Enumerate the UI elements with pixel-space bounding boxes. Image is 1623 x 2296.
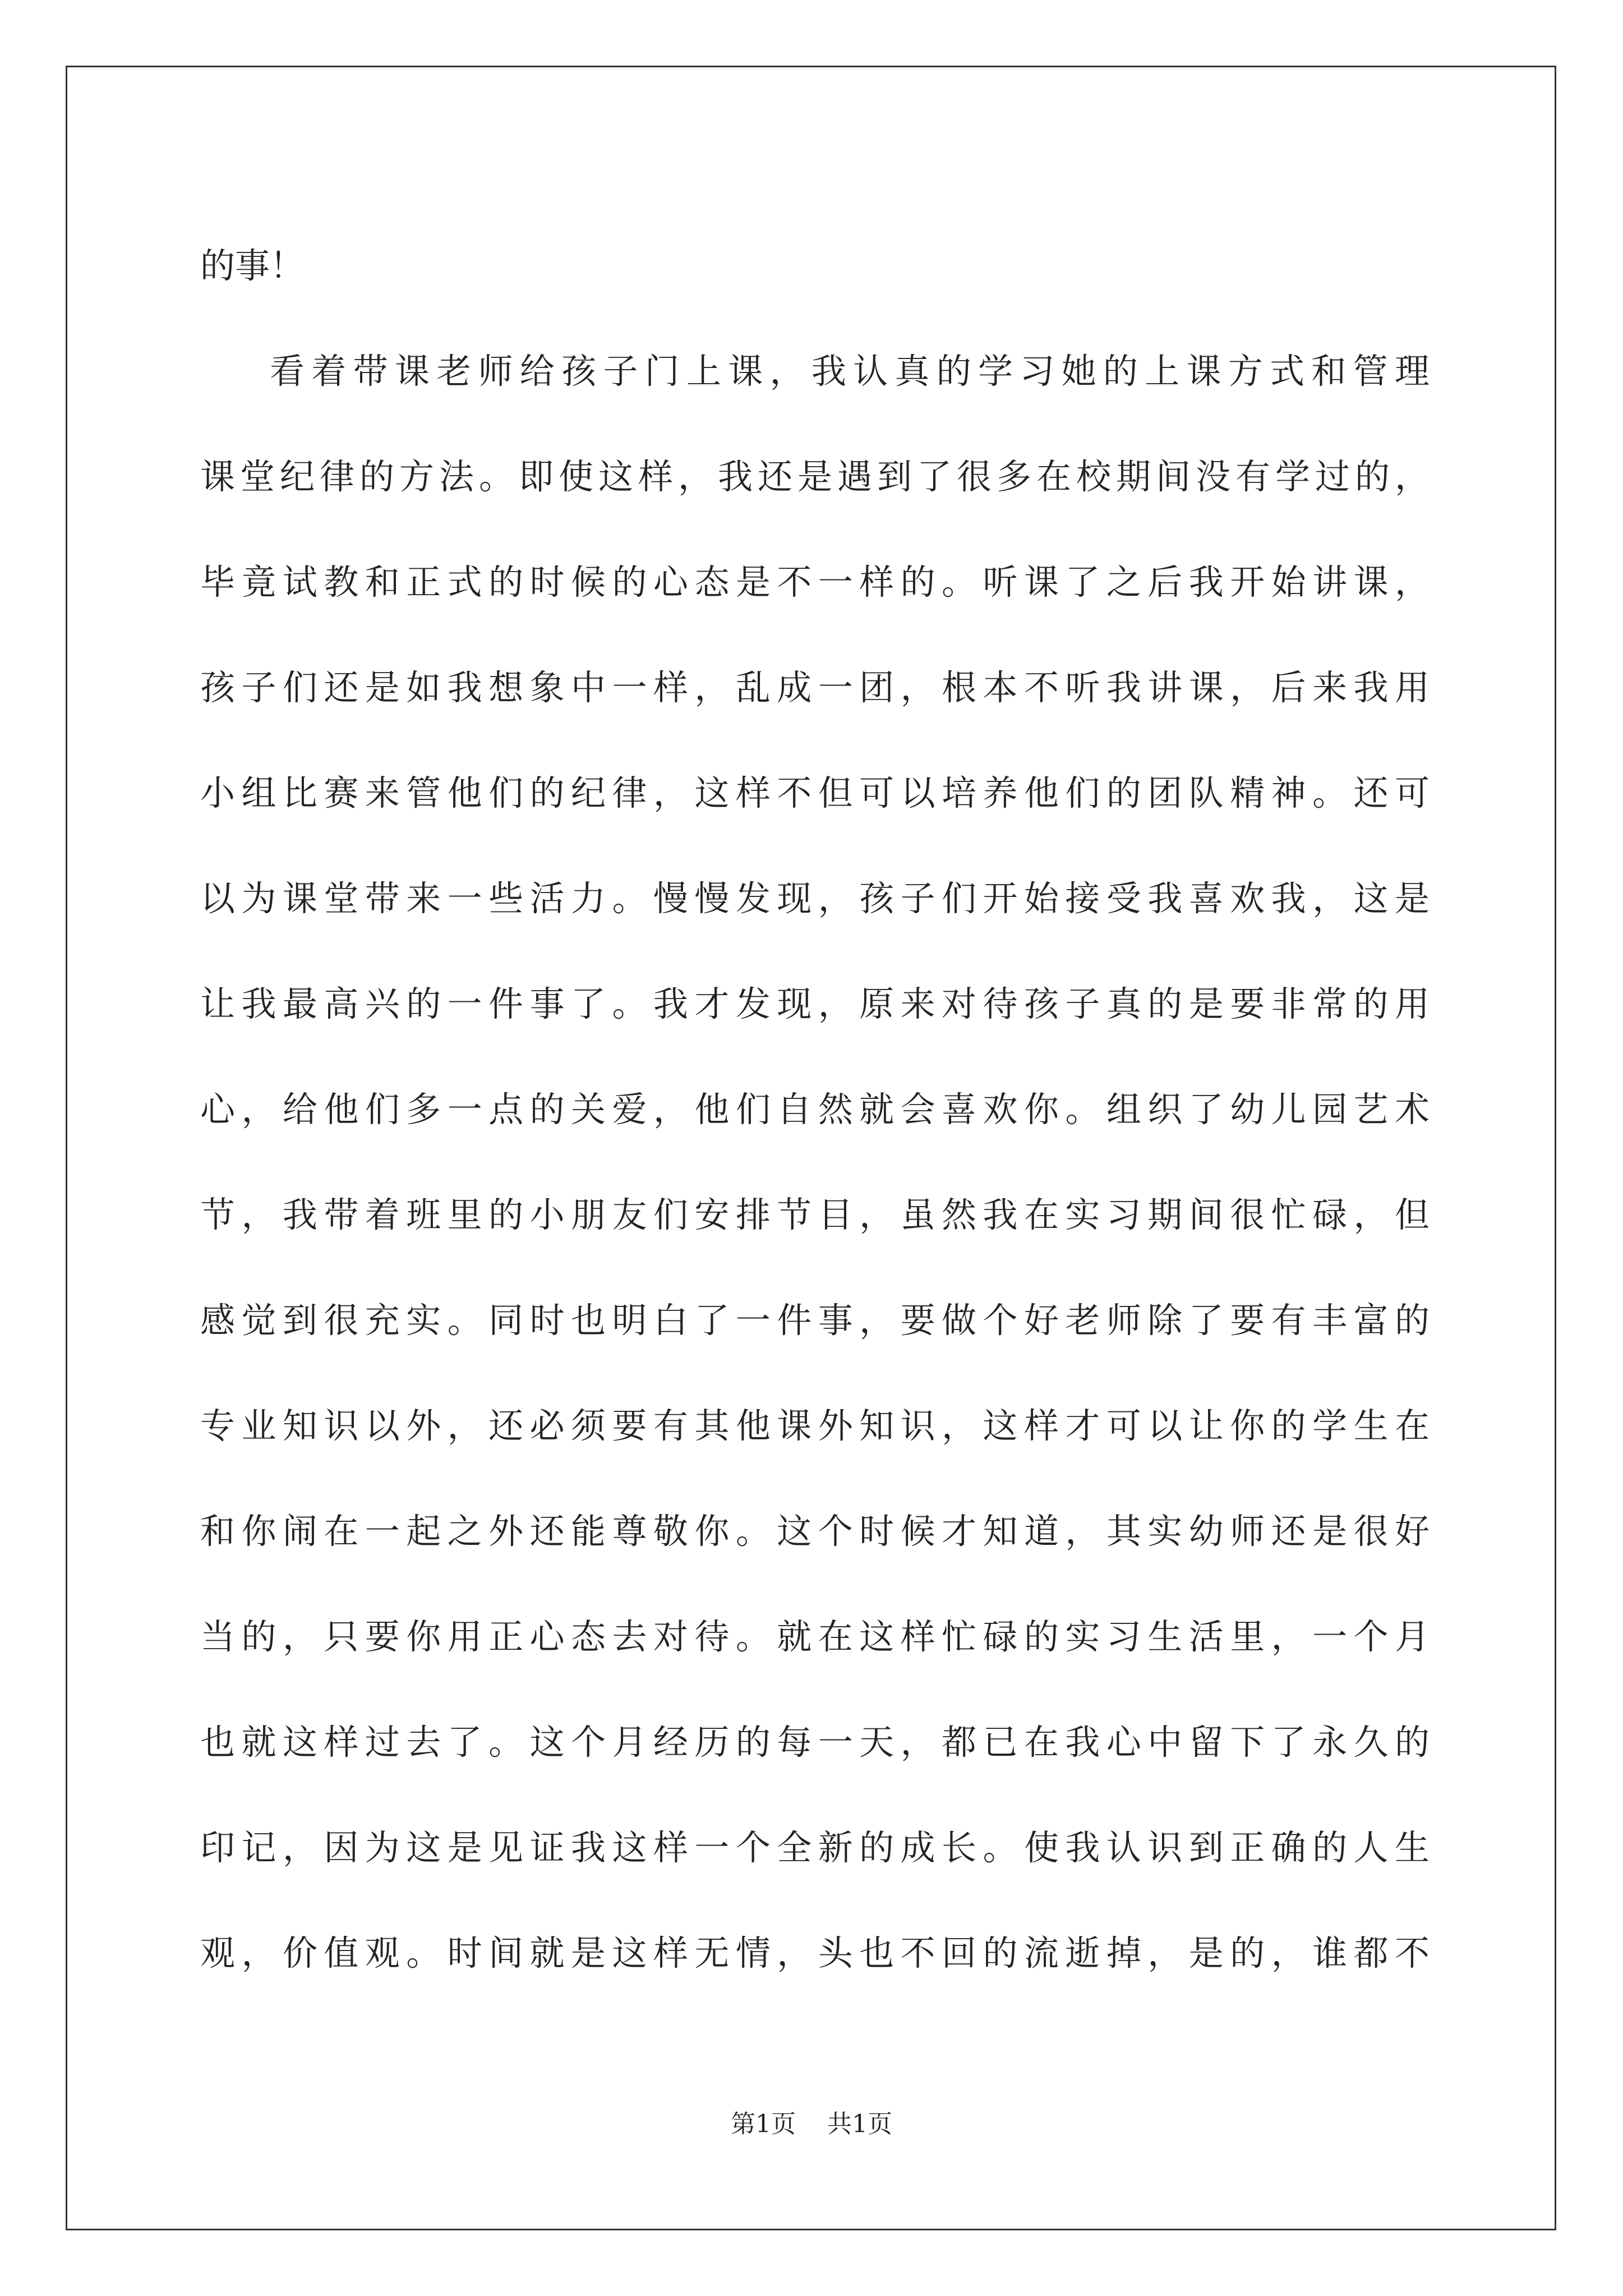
text-line: 专业知识以外，还必须要有其他课外知识，这样才可以让你的学生在	[200, 1405, 1430, 1446]
text-line: 心，给他们多一点的关爱，他们自然就会喜欢你。组织了幼儿园艺术	[200, 1089, 1430, 1130]
text-line: 也就这样过去了。这个月经历的每一天，都已在我心中留下了永久的	[200, 1722, 1430, 1763]
document-body	[200, 213, 1430, 2006]
text-line: 让我最高兴的一件事了。我才发现，原来对待孩子真的是要非常的用	[200, 983, 1430, 1024]
text-line: 印记，因为这是见证我这样一个全新的成长。使我认识到正确的人生	[200, 1827, 1430, 1868]
text-line: 的事！	[200, 245, 305, 286]
text-line: 毕竟试教和正式的时候的心态是不一样的。听课了之后我开始讲课，	[200, 562, 1430, 602]
text-line: 节，我带着班里的小朋友们安排节目，虽然我在实习期间很忙碌，但	[200, 1194, 1430, 1235]
text-line: 小组比赛来管他们的纪律，这样不但可以培养他们的团队精神。还可	[200, 772, 1430, 813]
text-line: 观，价值观。时间就是这样无情，头也不回的流逝掉，是的，谁都不	[200, 1932, 1430, 1973]
text-line: 孩子们还是如我想象中一样，乱成一团，根本不听我讲课，后来我用	[200, 667, 1430, 708]
text-line: 以为课堂带来一些活力。慢慢发现，孩子们开始接受我喜欢我，这是	[200, 878, 1430, 919]
page-number-footer: 第1页 共1页	[731, 2110, 892, 2138]
text-line: 看着带课老师给孩子门上课，我认真的学习她的上课方式和管理	[270, 351, 1430, 392]
text-line: 感觉到很充实。同时也明白了一件事，要做个好老师除了要有丰富的	[200, 1300, 1430, 1341]
text-line: 当的，只要你用正心态去对待。就在这样忙碌的实习生活里，一个月	[200, 1616, 1430, 1657]
text-line: 课堂纪律的方法。即使这样，我还是遇到了很多在校期间没有学过的，	[200, 456, 1430, 497]
text-line: 和你闹在一起之外还能尊敬你。这个时候才知道，其实幼师还是很好	[200, 1511, 1430, 1552]
